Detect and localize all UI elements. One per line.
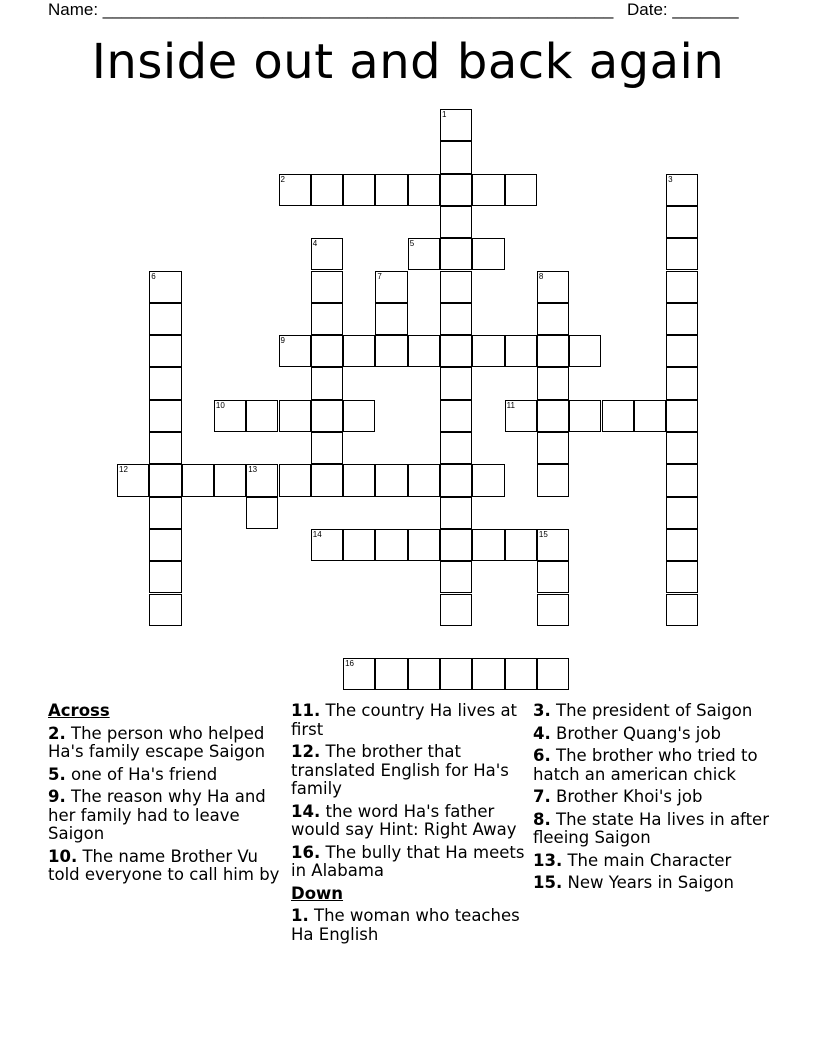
clue-number: 11. [291,701,321,720]
grid-cell[interactable] [666,238,698,270]
clue-down-6 [533,747,773,784]
clue-text: The president of Saigon [550,701,753,720]
clue-text: one of Ha's friend [65,764,218,784]
grid-cell[interactable] [375,271,407,303]
grid-cell[interactable] [472,464,504,496]
grid-cell[interactable] [537,658,569,690]
across-heading: Across [48,701,110,720]
grid-cell[interactable] [537,432,569,464]
clue-text: Brother Khoi's job [550,787,703,806]
grid-cell[interactable] [440,174,472,206]
grid-cell[interactable] [666,206,698,238]
grid-cell[interactable] [311,464,343,496]
clue-down-15 [533,874,773,893]
clue-text: the word Ha's father would say Hint: Right Away [291,801,517,839]
clue-text: The main Character [562,850,732,870]
clue-text: The woman who teaches Ha English [291,906,520,944]
clue-number: 9. [48,787,66,806]
cell-number: 16 [345,659,354,669]
grid-cell[interactable] [666,174,698,206]
grid-cell[interactable] [343,464,375,496]
clue-across-11 [291,702,529,739]
grid-cell[interactable] [666,529,698,561]
clue-number: 10. [48,846,78,866]
grid-cell[interactable] [440,271,472,303]
grid-cell[interactable] [149,335,181,367]
grid-cell[interactable] [149,497,181,529]
grid-cell[interactable] [408,658,440,690]
grid-cell[interactable] [246,400,278,432]
grid-cell[interactable] [505,400,537,432]
grid-cell[interactable] [375,658,407,690]
name-field[interactable]: Name: ______________________________________________________ [48,0,614,19]
clue-number: 12. [291,742,321,761]
clues-column-2 [291,702,529,948]
cell-number: 3 [668,174,673,184]
grid-cell[interactable] [311,238,343,270]
cell-number: 11 [506,400,515,410]
grid-cell[interactable] [666,303,698,335]
grid-cell[interactable] [408,464,440,496]
grid-cell[interactable] [343,658,375,690]
grid-cell[interactable] [408,335,440,367]
grid-cell[interactable] [149,400,181,432]
clues-column-1 [48,702,280,889]
grid-cell[interactable] [440,658,472,690]
grid-cell[interactable] [311,367,343,399]
grid-cell[interactable] [537,594,569,626]
grid-cell[interactable] [408,174,440,206]
grid-cell[interactable] [149,271,181,303]
grid-cell[interactable] [537,271,569,303]
clue-down-3 [533,702,773,721]
clue-text: The bully that Ha meets in Alabama [291,842,525,880]
grid-cell[interactable] [666,594,698,626]
cell-number: 9 [280,336,285,346]
grid-cell[interactable] [505,335,537,367]
cell-number: 8 [538,271,544,281]
clue-down-8 [533,811,773,848]
grid-cell[interactable] [472,529,504,561]
grid-cell[interactable] [537,367,569,399]
grid-cell[interactable] [634,400,666,432]
cell-number: 6 [151,271,156,281]
cell-number: 5 [409,239,415,249]
grid-cell[interactable] [440,141,472,173]
grid-cell[interactable] [472,335,504,367]
clue-across-10 [48,848,280,885]
grid-cell[interactable] [375,335,407,367]
grid-cell[interactable] [343,529,375,561]
grid-cell[interactable] [666,335,698,367]
clue-text: The brother that translated English for Ha's family [291,742,509,798]
clue-text: The reason why Ha and her family had to leave Saigon [48,787,266,843]
clue-text: The country Ha lives at first [291,701,518,739]
grid-cell[interactable] [182,464,214,496]
grid-cell[interactable] [440,400,472,432]
clue-down-7 [533,788,773,807]
grid-cell[interactable] [537,561,569,593]
grid-cell[interactable] [505,529,537,561]
grid-cell[interactable] [666,497,698,529]
grid-cell[interactable] [149,432,181,464]
cell-number: 4 [312,239,318,249]
grid-cell[interactable] [472,238,504,270]
clue-number: 1. [291,906,309,925]
clue-text: New Years in Saigon [562,873,734,892]
grid-cell[interactable] [440,303,472,335]
cell-number: 2 [280,174,285,184]
grid-cell[interactable] [537,464,569,496]
grid-cell[interactable] [666,432,698,464]
clue-across-12 [291,743,529,799]
grid-cell[interactable] [440,206,472,238]
clue-text: Brother Quang's job [550,723,721,743]
grid-cell[interactable] [311,271,343,303]
clue-text: The person who helped Ha's family escape Saigon [48,723,266,761]
grid-cell[interactable] [569,400,601,432]
grid-cell[interactable] [214,400,246,432]
grid-cell[interactable] [375,529,407,561]
grid-cell[interactable] [666,400,698,432]
grid-cell[interactable] [440,529,472,561]
grid-cell[interactable] [440,561,472,593]
cell-number: 15 [538,529,548,539]
cell-number: 7 [377,271,382,281]
grid-cell[interactable] [472,658,504,690]
grid-cell[interactable] [408,238,440,270]
grid-cell[interactable] [440,335,472,367]
clue-number: 15. [533,873,563,892]
grid-cell[interactable] [311,432,343,464]
grid-cell[interactable] [311,303,343,335]
grid-cell[interactable] [149,529,181,561]
clue-number: 4. [533,723,551,743]
grid-cell[interactable] [440,464,472,496]
grid-cell[interactable] [343,400,375,432]
page-title: Inside out and back again [91,34,725,90]
grid-cell[interactable] [343,174,375,206]
grid-cell[interactable] [537,529,569,561]
grid-cell[interactable] [440,238,472,270]
grid-cell[interactable] [472,174,504,206]
cell-number: 12 [119,465,128,475]
grid-cell[interactable] [246,464,278,496]
grid-cell[interactable] [602,400,634,432]
clue-across-14 [291,803,529,840]
clue-text: The name Brother Vu told everyone to call him by [48,846,280,884]
clue-down-13 [533,852,773,871]
clue-number: 13. [533,850,563,870]
grid-cell[interactable] [537,335,569,367]
cell-number: 1 [442,110,447,119]
clue-down-1 [291,907,529,944]
clue-across-2 [48,725,280,762]
grid-cell[interactable] [375,464,407,496]
grid-cell[interactable] [149,464,181,496]
clue-across-5 [48,766,280,785]
grid-cell[interactable] [279,335,311,367]
clue-number: 7. [533,787,551,806]
grid-cell[interactable] [440,497,472,529]
grid-cell[interactable] [440,109,472,141]
grid-cell[interactable] [246,497,278,529]
grid-cell[interactable] [408,529,440,561]
grid-cell[interactable] [666,464,698,496]
grid-cell[interactable] [440,432,472,464]
grid-cell[interactable] [505,174,537,206]
grid-cell[interactable] [117,464,149,496]
grid-cell[interactable] [440,594,472,626]
grid-cell[interactable] [537,400,569,432]
clue-number: 16. [291,842,321,862]
grid-cell[interactable] [149,303,181,335]
clue-down-4 [533,725,773,744]
clue-number: 3. [533,701,551,720]
date-field[interactable]: Date: _______ [627,0,739,19]
clues-column-3 [533,702,773,897]
clue-number: 8. [533,809,551,829]
down-heading: Down [291,883,344,903]
cell-number: 10 [215,400,225,410]
clue-number: 14. [291,801,321,821]
grid-cell[interactable] [279,174,311,206]
grid-cell[interactable] [149,561,181,593]
clue-text: The brother who tried to hatch an american chick [533,746,758,784]
grid-cell[interactable] [149,594,181,626]
clue-number: 2. [48,723,66,743]
grid-cell[interactable] [375,303,407,335]
grid-cell[interactable] [311,174,343,206]
clue-text: The state Ha lives in after fleeing Saigon [533,809,769,847]
grid-cell[interactable] [279,400,311,432]
clue-number: 6. [533,746,551,765]
grid-cell[interactable] [666,561,698,593]
grid-cell[interactable] [666,271,698,303]
grid-cell[interactable] [343,335,375,367]
cell-number: 13 [248,465,258,475]
grid-cell[interactable] [569,335,601,367]
grid-cell[interactable] [311,529,343,561]
grid-cell[interactable] [375,174,407,206]
clue-across-16 [291,844,529,881]
clue-number: 5. [48,764,66,784]
cell-number: 14 [312,529,322,539]
clue-across-9 [48,788,280,844]
grid-cell[interactable] [505,658,537,690]
grid-cell[interactable] [537,303,569,335]
grid-cell[interactable] [149,367,181,399]
grid-cell[interactable] [311,400,343,432]
grid-cell[interactable] [440,367,472,399]
grid-cell[interactable] [214,464,246,496]
grid-cell[interactable] [279,464,311,496]
grid-cell[interactable] [666,367,698,399]
grid-cell[interactable] [311,335,343,367]
